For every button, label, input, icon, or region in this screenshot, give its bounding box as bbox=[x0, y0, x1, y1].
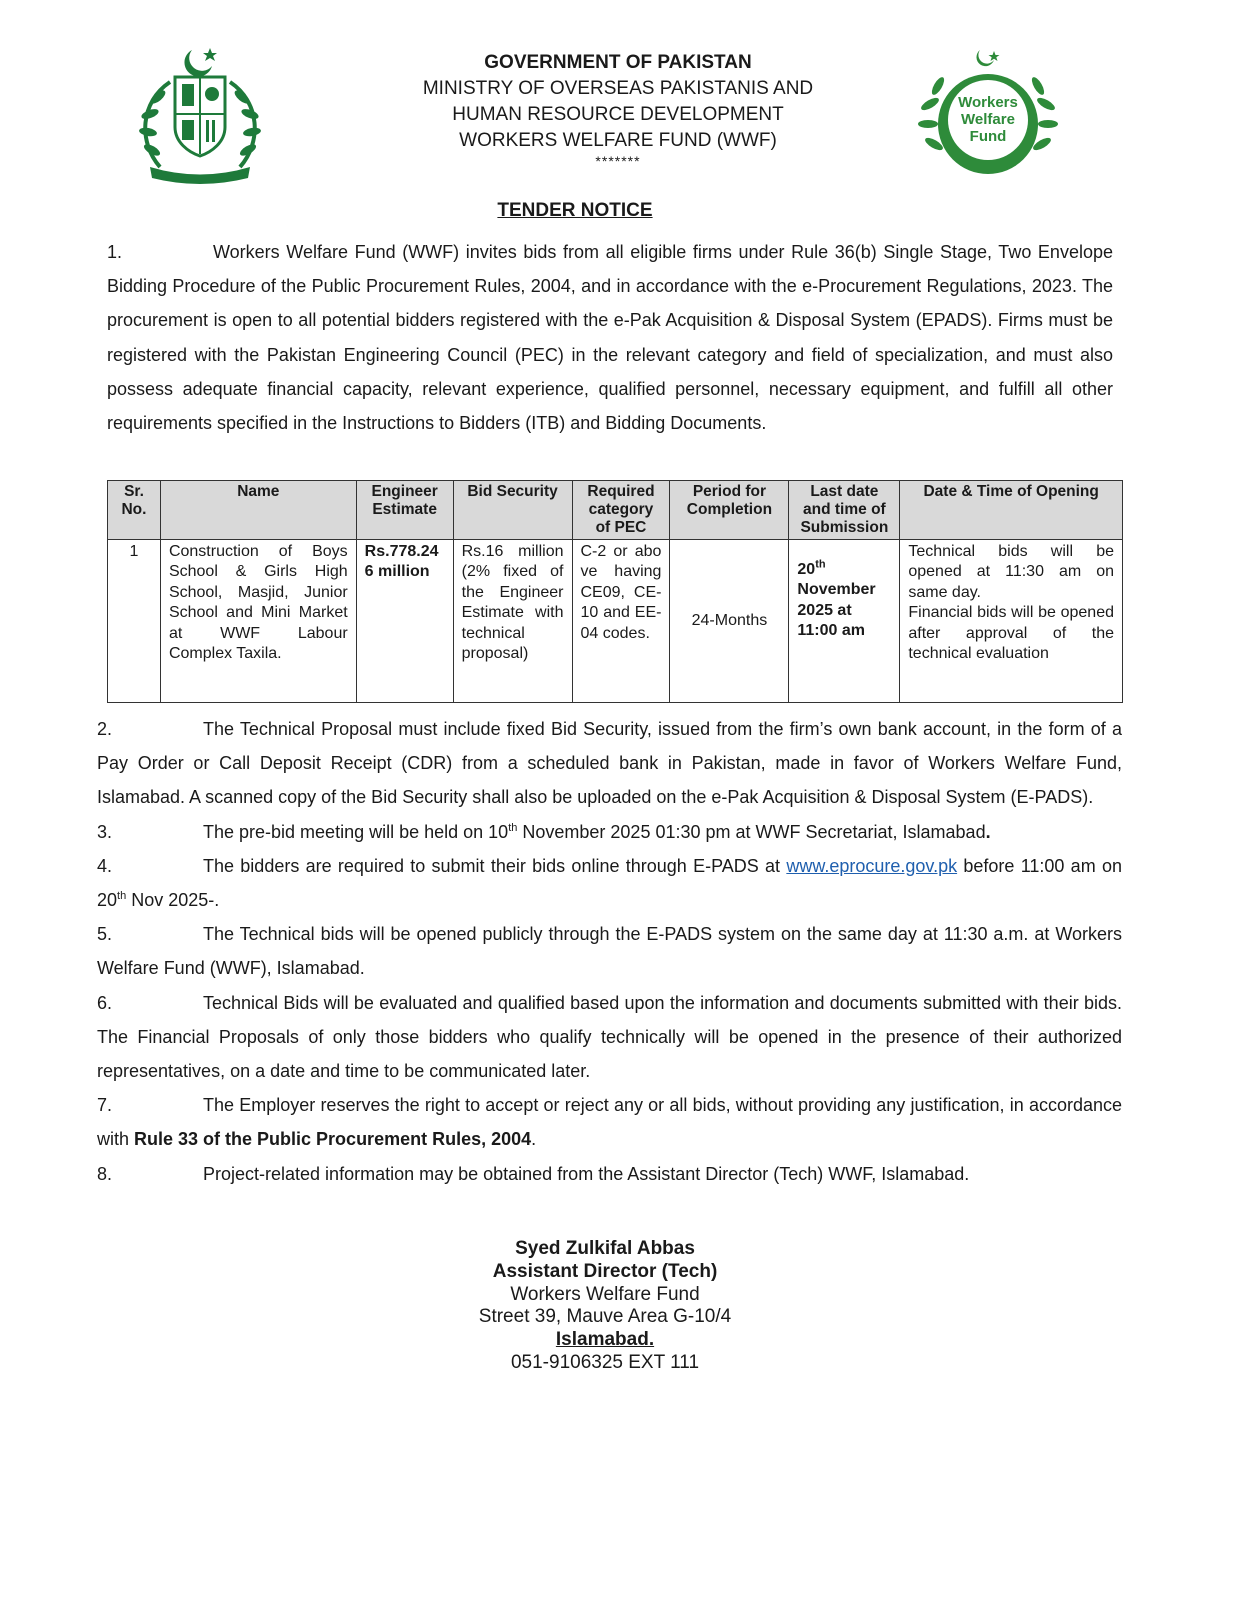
signatory-name: Syed Zulkifal Abbas bbox=[515, 1238, 695, 1259]
signatory-city: Islamabad. bbox=[555, 1329, 655, 1351]
paragraph-text-cont: November 2025 01:30 pm at WWF Secretariat, Islamabad bbox=[517, 821, 986, 842]
signature-block bbox=[400, 1238, 810, 1375]
separator-stars: ******* bbox=[595, 153, 641, 169]
signatory-org: Workers Welfare Fund bbox=[510, 1283, 700, 1305]
header-sr-no: Sr. No. bbox=[108, 481, 161, 540]
cell-sr: 1 bbox=[108, 540, 161, 703]
paragraph-6 bbox=[97, 986, 1122, 1089]
paragraph-text: The bidders are required to submit their bids online through E-PADS at bbox=[203, 855, 787, 876]
paragraph-text: The pre-bid meeting will be held on 10 bbox=[203, 821, 509, 842]
paragraph-number: 7. bbox=[97, 1095, 113, 1116]
bold-period: . bbox=[985, 821, 991, 842]
workers-welfare-fund-logo bbox=[910, 46, 1066, 182]
header-bid-security: Bid Security bbox=[453, 481, 572, 540]
header-engineer-estimate: Engineer Estimate bbox=[356, 481, 453, 540]
letterhead bbox=[350, 50, 886, 168]
signatory-designation: Assistant Director (Tech) bbox=[492, 1260, 718, 1282]
organization-name: WORKERS WELFARE FUND (WWF) bbox=[459, 130, 777, 151]
paragraph-number: 5. bbox=[97, 924, 113, 945]
paragraph-number: 2. bbox=[97, 719, 113, 739]
paragraph-text: The Employer reserves the right to accept or reject any or all bids, without providing any justification, in accordance with bbox=[97, 1095, 1122, 1150]
paragraph-text: The Technical bids will be opened publicly through the E-PADS system on the same day at 11:30 a.m. at Workers Welfare Fund (WWF), Islamabad. bbox=[97, 924, 1122, 979]
last-date-day: 20 bbox=[797, 561, 816, 578]
cell-bid-security: Rs.16 million (2% fixed of the Engineer Estimate with technical proposal) bbox=[453, 540, 572, 703]
opening-technical: Technical bids will be opened at 11:30 am on same day. bbox=[908, 543, 1114, 601]
logo-text-welfare: Welfare bbox=[961, 111, 1015, 128]
eprocure-link[interactable]: www.eprocure.gov.pk bbox=[786, 855, 958, 876]
last-date-suffix: th bbox=[815, 558, 826, 571]
cell-name: Construction of Boys School & Girls High School, Masjid, Junior School and Mini Market at WWF Labour Complex Taxila. bbox=[160, 540, 356, 703]
header-pec-category: Required category of PEC bbox=[572, 481, 670, 540]
header-period: Period for Completion bbox=[670, 481, 789, 540]
rule-reference: Rule 33 of the Public Procurement Rules, 2004 bbox=[134, 1129, 532, 1150]
paragraph-text: The Technical Proposal must include fixed Bid Security, issued from the firm’s own bank account, in the form of a Pay Order or Call Deposit Receipt (CDR) from a scheduled bank in Pakistan, made in favor of Workers Welfare Fund, Islamabad. A scanned copy of the Bid Security shall also be uploaded on the e-Pak Acquisition & Disposal System (E-PADS). bbox=[97, 719, 1122, 808]
ministry-line-2: HUMAN RESOURCE DEVELOPMENT bbox=[452, 104, 784, 125]
paragraph-number: 6. bbox=[97, 992, 113, 1013]
paragraph-text: Project-related information may be obtained from the Assistant Director (Tech) WWF, Islamabad. bbox=[203, 1163, 970, 1184]
cell-pec: C-2 or above having CE09, CE-10 and EE-04 codes. bbox=[572, 540, 670, 703]
paragraph-text-end: . bbox=[531, 1129, 537, 1150]
header-name: Name bbox=[160, 481, 356, 540]
paragraph-number: 4. bbox=[97, 855, 113, 876]
header-last-date: Last date and time of Submission bbox=[789, 481, 900, 540]
paragraph-number: 3. bbox=[97, 821, 113, 842]
cell-period: 24-Months bbox=[670, 540, 789, 703]
paragraph-1 bbox=[107, 235, 1113, 440]
cell-last-date bbox=[789, 540, 900, 703]
signatory-address: Street 39, Mauve Area G-10/4 bbox=[478, 1306, 732, 1328]
signatory-phone: 051-9106325 EXT 111 bbox=[510, 1351, 700, 1373]
header-opening: Date & Time of Opening bbox=[900, 481, 1123, 540]
paragraph-number: 1. bbox=[107, 242, 123, 262]
ordinal-suffix: th bbox=[508, 821, 518, 834]
paragraph-5 bbox=[97, 917, 1122, 985]
paragraph-list bbox=[97, 712, 1122, 1191]
paragraph-text: Workers Welfare Fund (WWF) invites bids from all eligible firms under Rule 36(b) Single Stage, Two Envelope Bidding Procedure of the Public Procurement Rules, 2004, and in accordance with the e-Procurement Regulations, 2023. The procurement is open to all potential bidders registered with the e-Pak Acquisition & Disposal System (EPADS). Firms must be registered with the Pakistan Engineering Council (PEC) in the relevant category and field of specialization, and must also possess adequate financial capacity, relevant experience, qualified personnel, necessary equipment, and fulfill all other requirements specified in the Instructions to Bidders (ITB) and Bidding Documents. bbox=[107, 242, 1113, 434]
paragraph-4 bbox=[97, 849, 1122, 917]
page-title: TENDER NOTICE bbox=[497, 200, 653, 221]
last-date-rest: November 2025 at 11:00 am bbox=[797, 581, 876, 640]
table-header-row bbox=[108, 481, 1123, 540]
paragraph-text: Technical Bids will be evaluated and qualified based upon the information and documents submitted with their bids. The Financial Proposals of only those bidders who qualify technically will be opened in the presence of their authorized representatives, on a date and time to be communicated later. bbox=[97, 992, 1122, 1082]
government-title: GOVERNMENT OF PAKISTAN bbox=[484, 52, 752, 73]
paragraph-text-end: Nov 2025-. bbox=[126, 890, 220, 911]
paragraph-text-cont: before 11:00 am on 20 bbox=[97, 855, 1122, 911]
tender-table bbox=[107, 480, 1123, 703]
paragraph-number: 8. bbox=[97, 1163, 113, 1184]
state-emblem-logo bbox=[130, 42, 270, 184]
cell-opening bbox=[900, 540, 1123, 703]
cell-estimate: Rs.778.246 million bbox=[356, 540, 453, 703]
opening-financial: Financial bids will be opened after approval of the technical evaluation bbox=[908, 604, 1114, 663]
paragraph-2 bbox=[97, 712, 1122, 815]
ministry-line-1: MINISTRY OF OVERSEAS PAKISTANIS AND bbox=[422, 78, 814, 99]
paragraph-8 bbox=[97, 1157, 1122, 1191]
paragraph-7 bbox=[97, 1088, 1122, 1156]
table-row bbox=[108, 540, 1123, 703]
logo-text-workers: Workers bbox=[958, 94, 1018, 111]
logo-text-fund: Fund bbox=[969, 128, 1007, 145]
paragraph-3 bbox=[97, 815, 1122, 849]
ordinal-suffix: th bbox=[117, 890, 127, 903]
